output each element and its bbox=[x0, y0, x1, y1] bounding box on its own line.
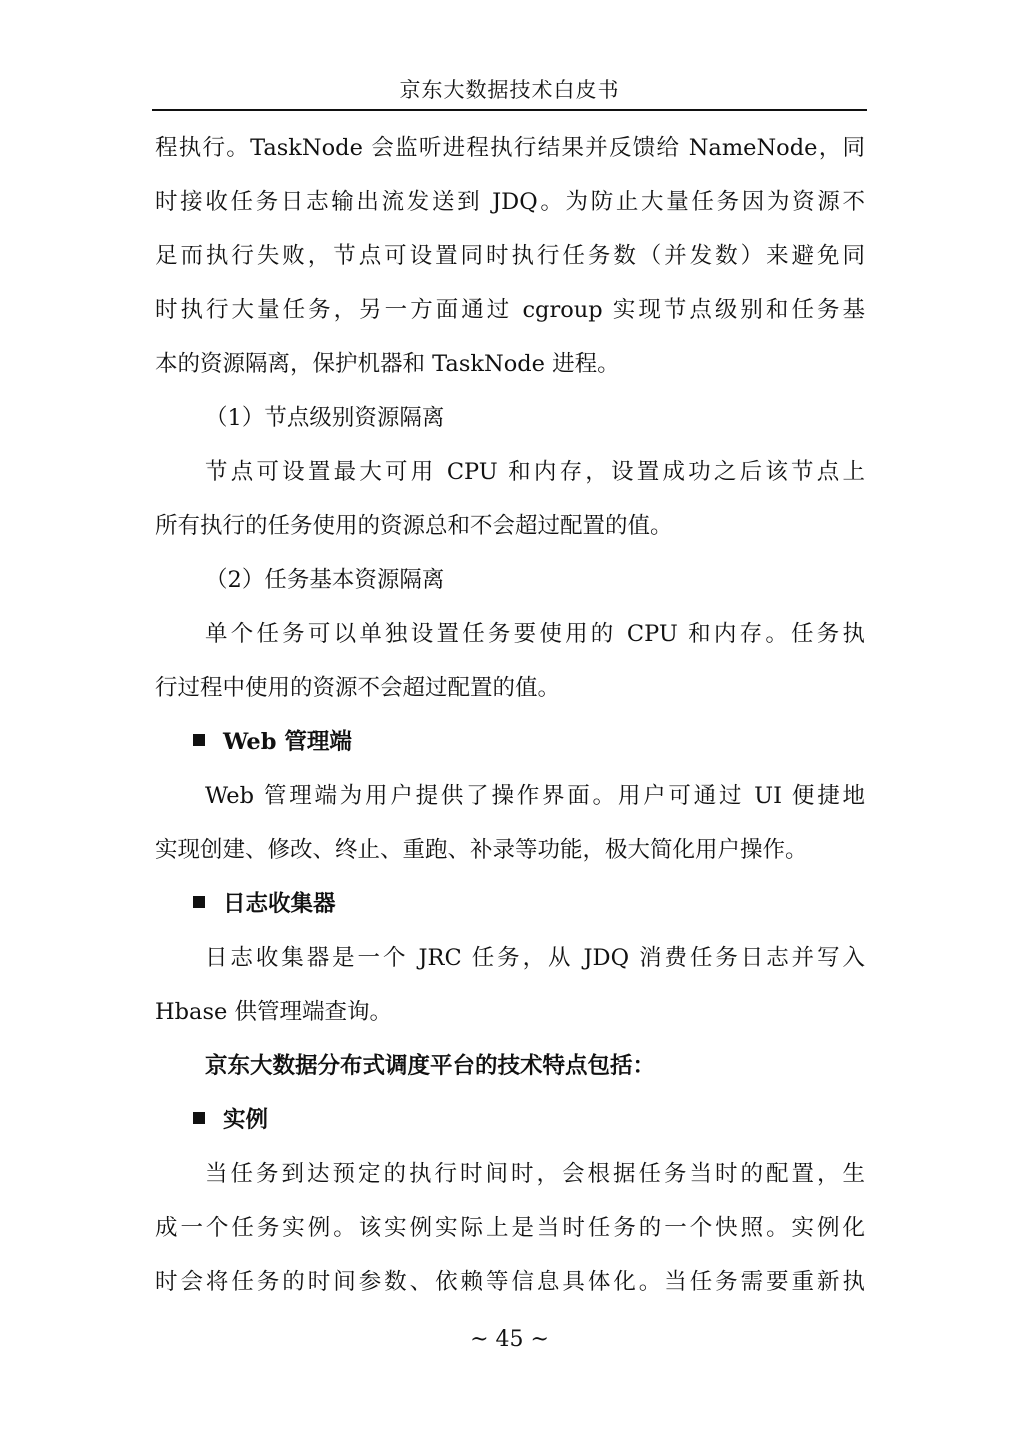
page-body bbox=[155, 121, 865, 1309]
features-heading: 京东大数据分布式调度平台的技术特点包括： bbox=[205, 1053, 656, 1079]
body-text-line: 程执行。TaskNode 会监听进程执行结果并反馈给 NameNode，同 bbox=[155, 135, 865, 161]
square-bullet-icon bbox=[193, 896, 205, 908]
body-text-line: 时会将任务的时间参数、依赖等信息具体化。当任务需要重新执 bbox=[155, 1269, 865, 1295]
body-text-line: 单个任务可以单独设置任务要使用的 CPU 和内存。任务执 bbox=[205, 621, 865, 647]
body-text-line: 本的资源隔离，保护机器和 TaskNode 进程。 bbox=[155, 351, 620, 377]
header-divider bbox=[152, 109, 867, 111]
square-bullet-icon bbox=[193, 734, 205, 746]
section-heading-label: 日志收集器 bbox=[223, 891, 336, 917]
body-text-line: 节点可设置最大可用 CPU 和内存，设置成功之后该节点上 bbox=[205, 459, 865, 485]
page-number: ~ 45 ~ bbox=[470, 1327, 549, 1352]
subsection-heading-node-isolation: （1）节点级别资源隔离 bbox=[205, 405, 445, 431]
section-heading-log-collector bbox=[155, 877, 865, 931]
square-bullet-icon bbox=[193, 1112, 205, 1124]
page-header-title: 京东大数据技术白皮书 bbox=[399, 78, 620, 102]
body-text-line: 所有执行的任务使用的资源总和不会超过配置的值。 bbox=[155, 513, 673, 539]
body-text-line: 成一个任务实例。该实例实际上是当时任务的一个快照。实例化 bbox=[155, 1215, 865, 1241]
subsection-heading-task-isolation: （2）任务基本资源隔离 bbox=[205, 567, 445, 593]
section-heading-label: 实例 bbox=[223, 1107, 269, 1133]
section-heading-label: Web 管理端 bbox=[223, 729, 352, 755]
body-text-line: 时执行大量任务，另一方面通过 cgroup 实现节点级别和任务基 bbox=[155, 297, 865, 323]
body-text-line: Hbase 供管理端查询。 bbox=[155, 999, 392, 1025]
body-text-line: 时接收任务日志输出流发送到 JDQ。为防止大量任务因为资源不 bbox=[155, 189, 865, 215]
body-text-line: 实现创建、修改、终止、重跑、补录等功能，极大简化用户操作。 bbox=[155, 837, 808, 863]
section-heading-web-admin bbox=[155, 715, 865, 769]
body-text-line: 当任务到达预定的执行时间时，会根据任务当时的配置，生 bbox=[205, 1161, 865, 1187]
body-text-line: Web 管理端为用户提供了操作界面。用户可通过 UI 便捷地 bbox=[205, 783, 865, 809]
body-text-line: 日志收集器是一个 JRC 任务，从 JDQ 消费任务日志并写入 bbox=[205, 945, 865, 971]
section-heading-instance bbox=[155, 1093, 865, 1147]
body-text-line: 行过程中使用的资源不会超过配置的值。 bbox=[155, 675, 561, 701]
body-text-line: 足而执行失败，节点可设置同时执行任务数（并发数）来避免同 bbox=[155, 243, 865, 269]
